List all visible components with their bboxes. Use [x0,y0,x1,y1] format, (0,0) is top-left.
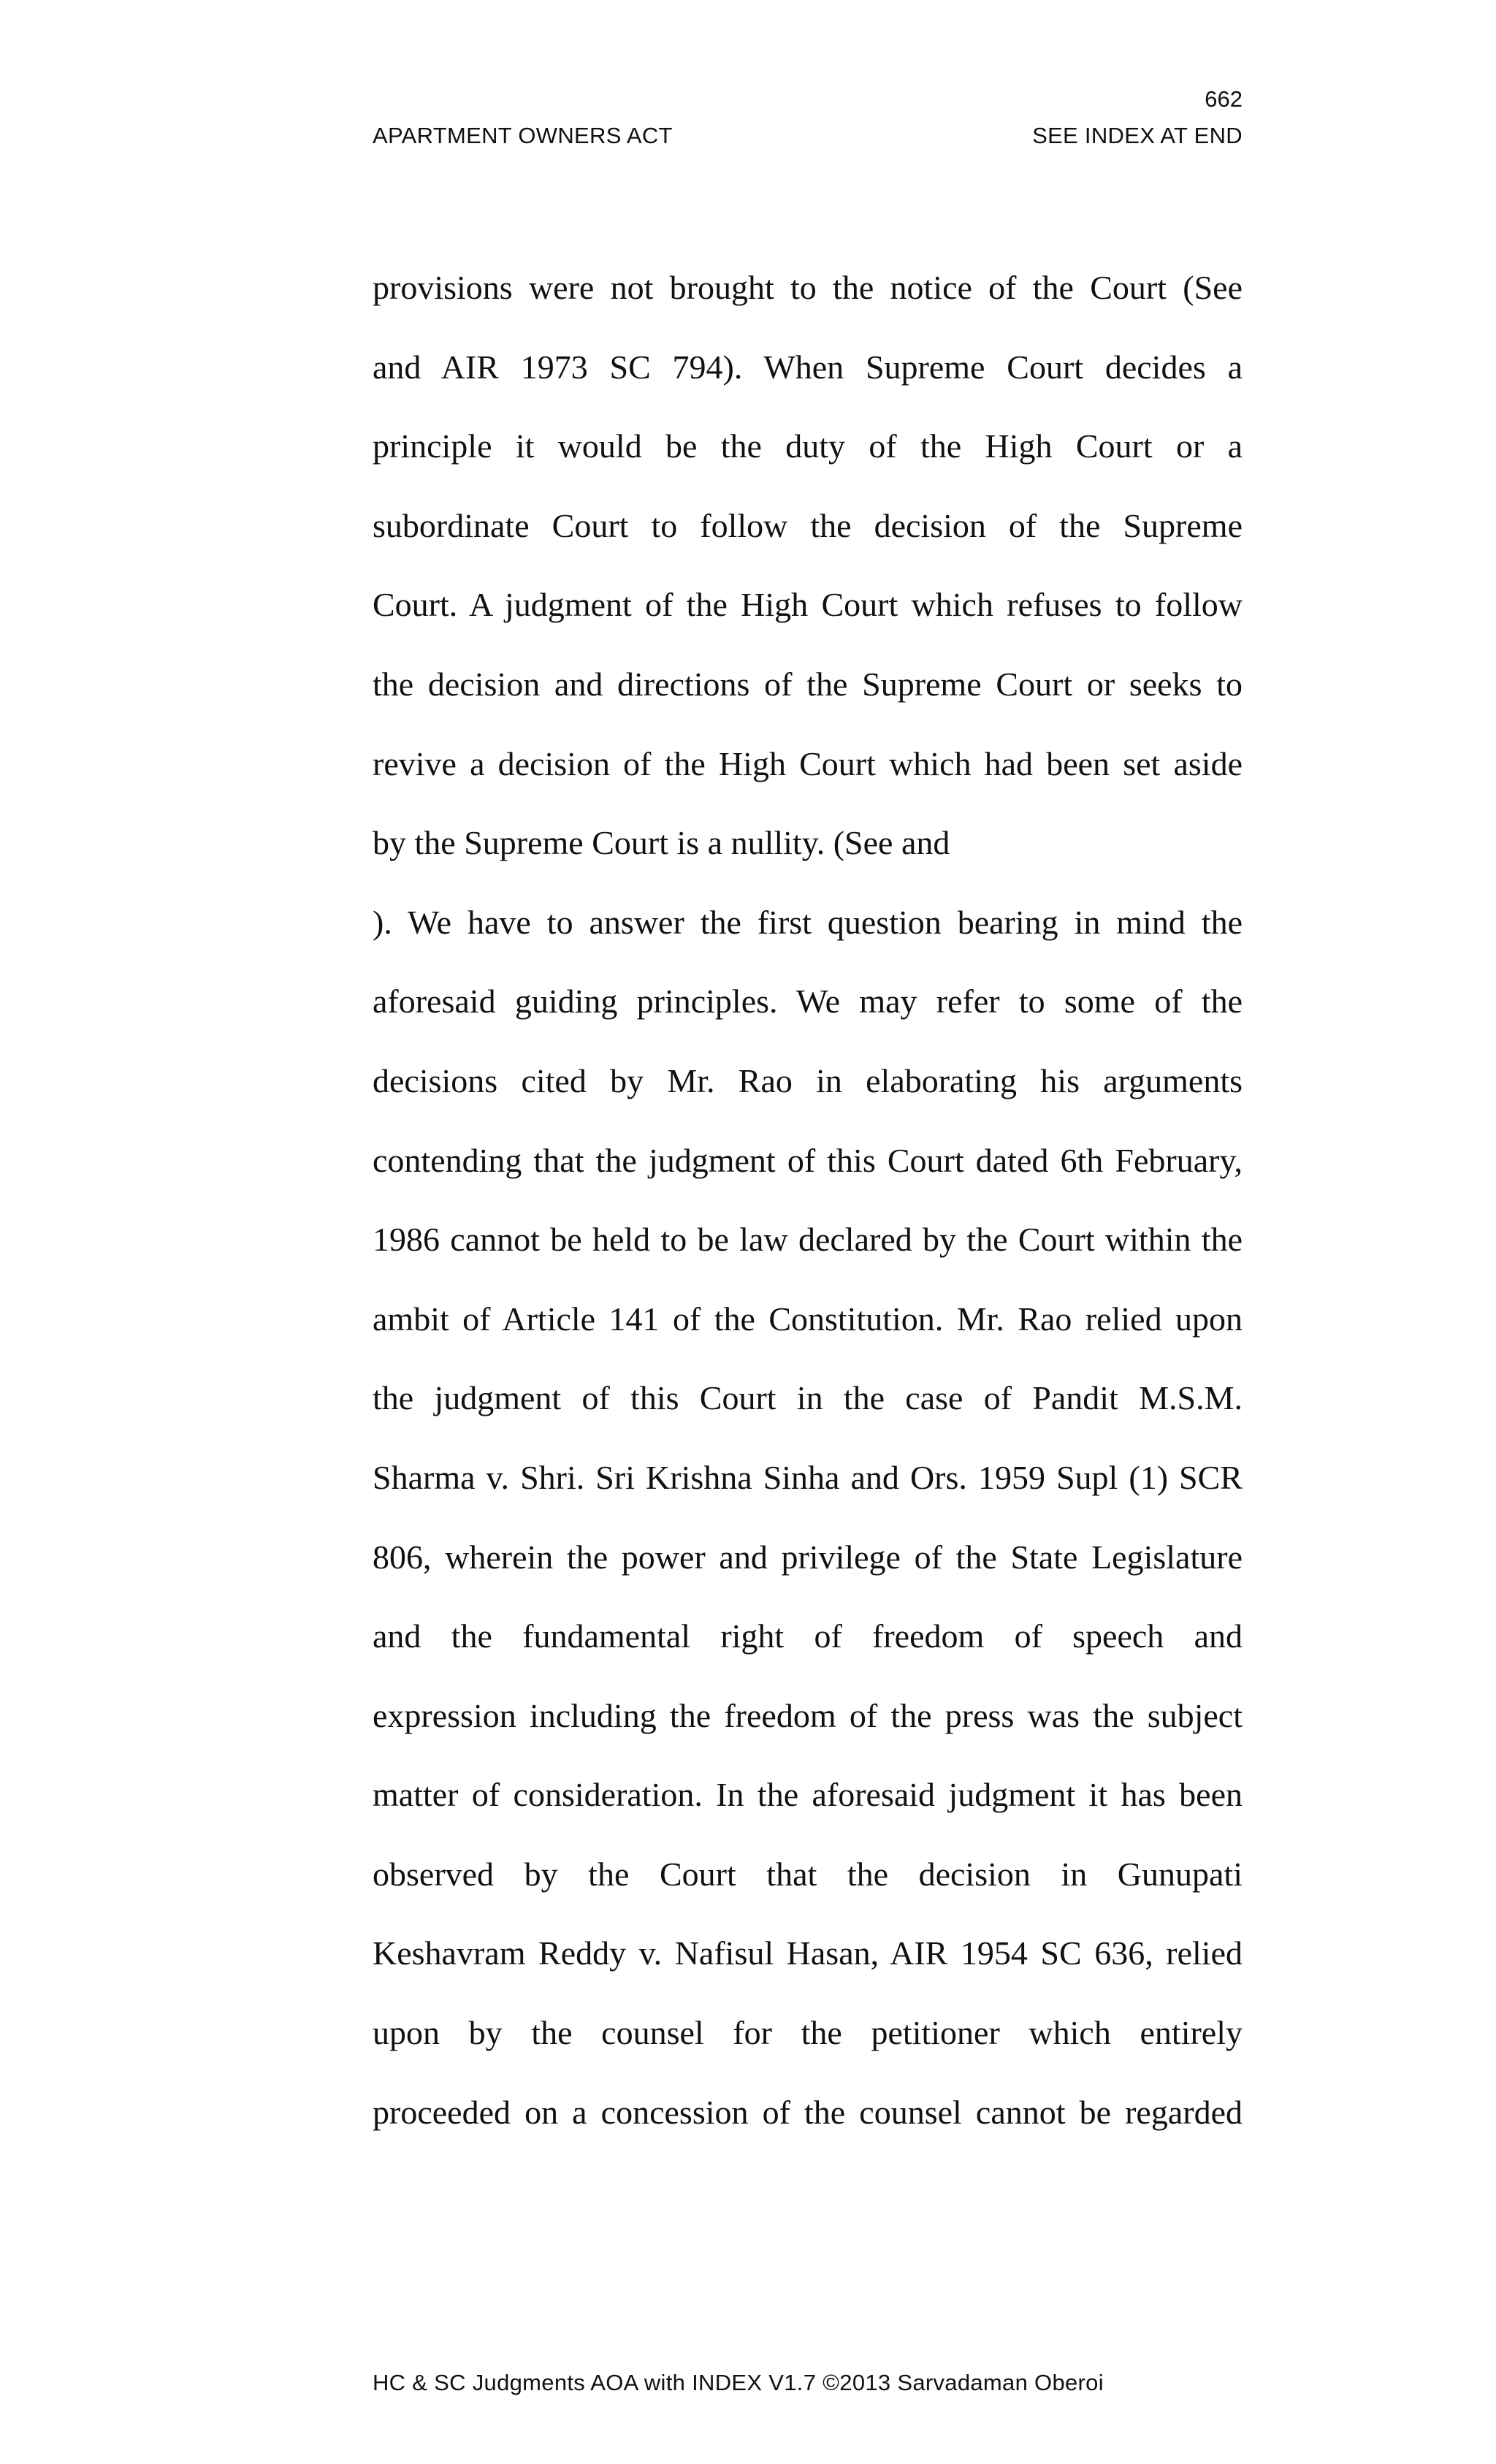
body-line: by the Supreme Court is a nullity. (See and [373,824,950,862]
body-line: the decision and directions of the Supreme Court or seeks to [373,665,1243,703]
body-line: and the fundamental right of freedom of speech and [373,1617,1243,1655]
body-line: ambit of Article 141 of the Constitution. Mr. Rao relied upon [373,1300,1243,1338]
page-footer: HC & SC Judgments AOA with INDEX V1.7 ©2013 Sarvadaman Oberoi [373,2370,1104,2395]
judgment-body-text [373,264,1243,2168]
page-number: 662 [1205,86,1243,112]
body-line: revive a decision of the High Court which had been set aside [373,744,1243,782]
body-line: 1986 cannot be held to be law declared by the Court within the [373,1221,1243,1259]
body-line: contending that the judgment of this Court dated 6th February, [373,1141,1243,1179]
body-line: the judgment of this Court in the case of Pandit M.S.M. [373,1379,1243,1417]
body-line: decisions cited by Mr. Rao in elaborating his arguments [373,1061,1243,1099]
body-line: ). We have to answer the first question bearing in mind the [373,903,1243,941]
body-line: and AIR 1973 SC 794). When Supreme Court decides a [373,348,1243,386]
running-header-title: APARTMENT OWNERS ACT [373,123,673,148]
body-line: provisions were not brought to the notice of the Court (See [373,269,1243,306]
body-line: aforesaid guiding principles. We may refer to some of the [373,983,1243,1021]
body-line: upon by the counsel for the petitioner which entirely [373,2014,1243,2052]
body-line: subordinate Court to follow the decision of the Supreme [373,506,1243,544]
body-line: expression including the freedom of the press was the subject [373,1696,1243,1734]
body-line: matter of consideration. In the aforesaid judgment it has been [373,1776,1243,1814]
body-line: Court. A judgment of the High Court which refuses to follow [373,586,1243,624]
body-line: proceeded on a concession of the counsel cannot be regarded [373,2093,1243,2131]
running-header-index-note: SEE INDEX AT END [1032,123,1243,148]
body-line: principle it would be the duty of the High Court or a [373,427,1243,465]
body-line: 806, wherein the power and privilege of the State Legislature [373,1538,1243,1576]
body-line: Keshavram Reddy v. Nafisul Hasan, AIR 1954 SC 636, relied [373,1934,1243,1972]
body-line: Sharma v. Shri. Sri Krishna Sinha and Ors. 1959 Supl (1) SCR [373,1458,1243,1496]
body-line: observed by the Court that the decision in Gunupati [373,1855,1243,1893]
